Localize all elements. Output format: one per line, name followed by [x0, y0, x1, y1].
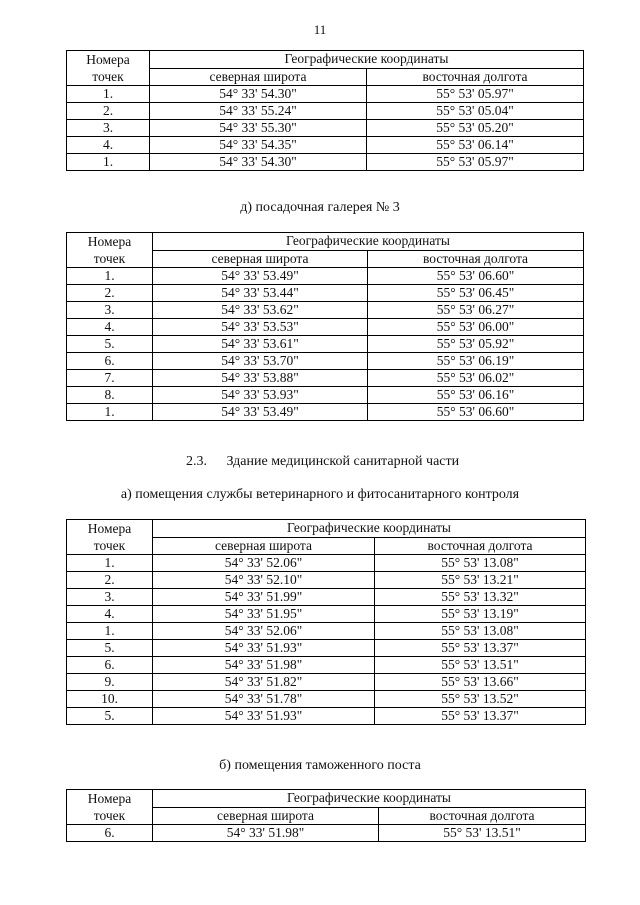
point-number: 2.	[67, 572, 153, 589]
longitude-value: 55° 53' 13.51"	[379, 825, 586, 842]
table-row	[67, 302, 584, 319]
header-points	[67, 233, 153, 268]
latitude-value: 54° 33' 51.93"	[153, 708, 375, 725]
table-row	[67, 825, 586, 842]
table-row	[67, 387, 584, 404]
point-number: 4.	[67, 137, 150, 154]
longitude-value: 55° 53' 06.14"	[367, 137, 584, 154]
table-row	[67, 285, 584, 302]
header-coordinates: Географические координаты	[150, 51, 584, 69]
longitude-value: 55° 53' 13.32"	[375, 589, 586, 606]
table-row	[67, 120, 584, 137]
latitude-value: 54° 33' 51.98"	[153, 825, 379, 842]
point-number: 1.	[67, 555, 153, 572]
point-number: 6.	[67, 825, 153, 842]
point-number: 5.	[67, 336, 153, 353]
coordinates-table-2	[66, 232, 584, 421]
table-row	[67, 86, 584, 103]
header-points	[67, 790, 153, 825]
longitude-value: 55° 53' 06.02"	[368, 370, 584, 387]
point-number: 8.	[67, 387, 153, 404]
header-latitude: северная широта	[153, 807, 379, 825]
point-number: 3.	[67, 589, 153, 606]
point-number: 9.	[67, 674, 153, 691]
header-longitude: восточная долгота	[375, 537, 586, 555]
table-row	[67, 623, 586, 640]
table-row	[67, 589, 586, 606]
table-row	[67, 370, 584, 387]
point-number: 3.	[67, 120, 150, 137]
header-coordinates: Географические координаты	[153, 233, 584, 251]
header-points-line1: Номера	[86, 52, 130, 67]
header-points	[67, 520, 153, 555]
table-row	[67, 154, 584, 171]
table-row	[67, 572, 586, 589]
longitude-value: 55° 53' 05.97"	[367, 86, 584, 103]
coordinates-table-4	[66, 789, 586, 842]
caption-customs: б) помещения таможенного поста	[219, 758, 421, 773]
latitude-value: 54° 33' 51.78"	[153, 691, 375, 708]
latitude-value: 54° 33' 54.30"	[150, 86, 367, 103]
point-number: 1.	[67, 268, 153, 285]
latitude-value: 54° 33' 53.61"	[153, 336, 368, 353]
table-row	[67, 353, 584, 370]
header-points-line1: Номера	[87, 234, 132, 249]
point-number: 5.	[67, 708, 153, 725]
table-row	[67, 336, 584, 353]
longitude-value: 55° 53' 06.27"	[368, 302, 584, 319]
longitude-value: 55° 53' 05.92"	[368, 336, 584, 353]
table-row	[67, 674, 586, 691]
header-points-line2: точек	[93, 251, 126, 266]
caption-veterinary: а) помещения службы ветеринарного и фитосанитарного контроля	[120, 487, 520, 502]
header-longitude: восточная долгота	[379, 807, 586, 825]
longitude-value: 55° 53' 13.08"	[375, 555, 586, 572]
table-row	[67, 555, 586, 572]
header-latitude: северная широта	[153, 537, 375, 555]
point-number: 2.	[67, 285, 153, 302]
point-number: 1.	[67, 86, 150, 103]
longitude-value: 55° 53' 13.51"	[375, 657, 586, 674]
latitude-value: 54° 33' 53.70"	[153, 353, 368, 370]
table-row	[67, 606, 586, 623]
point-number: 10.	[67, 691, 153, 708]
header-latitude: северная широта	[153, 250, 368, 268]
longitude-value: 55° 53' 13.19"	[375, 606, 586, 623]
latitude-value: 54° 33' 53.62"	[153, 302, 368, 319]
latitude-value: 54° 33' 54.35"	[150, 137, 367, 154]
latitude-value: 54° 33' 52.10"	[153, 572, 375, 589]
latitude-value: 54° 33' 51.95"	[153, 606, 375, 623]
longitude-value: 55° 53' 05.20"	[367, 120, 584, 137]
latitude-value: 54° 33' 53.49"	[153, 404, 368, 421]
point-number: 4.	[67, 606, 153, 623]
header-latitude: северная широта	[150, 68, 367, 86]
header-points-line1: Номера	[87, 791, 132, 806]
coordinates-table-1	[66, 50, 584, 171]
latitude-value: 54° 33' 51.82"	[153, 674, 375, 691]
point-number: 1.	[67, 623, 153, 640]
point-number: 2.	[67, 103, 150, 120]
table-row	[67, 319, 584, 336]
point-number: 5.	[67, 640, 153, 657]
point-number: 1.	[67, 404, 153, 421]
section-title: Здание медицинской санитарной части	[226, 454, 460, 469]
section-number: 2.3.	[186, 454, 207, 469]
longitude-value: 55° 53' 06.45"	[368, 285, 584, 302]
longitude-value: 55° 53' 13.52"	[375, 691, 586, 708]
header-points-line2: точек	[93, 538, 126, 553]
point-number: 6.	[67, 657, 153, 674]
table-row	[67, 404, 584, 421]
table-row	[67, 268, 584, 285]
longitude-value: 55° 53' 05.04"	[367, 103, 584, 120]
point-number: 4.	[67, 319, 153, 336]
header-points-line1: Номера	[87, 521, 132, 536]
table-row	[67, 137, 584, 154]
latitude-value: 54° 33' 53.88"	[153, 370, 368, 387]
latitude-value: 54° 33' 55.24"	[150, 103, 367, 120]
point-number: 1.	[67, 154, 150, 171]
latitude-value: 54° 33' 53.44"	[153, 285, 368, 302]
header-points	[67, 51, 150, 86]
page-number: 11	[313, 22, 327, 37]
latitude-value: 54° 33' 52.06"	[153, 555, 375, 572]
point-number: 6.	[67, 353, 153, 370]
header-longitude: восточная долгота	[367, 68, 584, 86]
longitude-value: 55° 53' 13.08"	[375, 623, 586, 640]
longitude-value: 55° 53' 06.60"	[368, 268, 584, 285]
point-number: 7.	[67, 370, 153, 387]
table-row	[67, 708, 586, 725]
longitude-value: 55° 53' 13.66"	[375, 674, 586, 691]
latitude-value: 54° 33' 51.93"	[153, 640, 375, 657]
table-row	[67, 691, 586, 708]
latitude-value: 54° 33' 53.49"	[153, 268, 368, 285]
longitude-value: 55° 53' 06.60"	[368, 404, 584, 421]
header-longitude: восточная долгота	[368, 250, 584, 268]
latitude-value: 54° 33' 54.30"	[150, 154, 367, 171]
table-row	[67, 640, 586, 657]
latitude-value: 54° 33' 52.06"	[153, 623, 375, 640]
latitude-value: 54° 33' 51.98"	[153, 657, 375, 674]
longitude-value: 55° 53' 13.21"	[375, 572, 586, 589]
longitude-value: 55° 53' 05.97"	[367, 154, 584, 171]
header-coordinates: Географические координаты	[153, 790, 586, 808]
point-number: 3.	[67, 302, 153, 319]
table-row	[67, 657, 586, 674]
caption-gallery-3: д) посадочная галерея № 3	[240, 200, 400, 215]
coordinates-table-3	[66, 519, 586, 725]
longitude-value: 55° 53' 06.00"	[368, 319, 584, 336]
latitude-value: 54° 33' 53.93"	[153, 387, 368, 404]
header-points-line2: точек	[92, 69, 124, 84]
latitude-value: 54° 33' 51.99"	[153, 589, 375, 606]
section-heading	[186, 454, 459, 470]
longitude-value: 55° 53' 13.37"	[375, 640, 586, 657]
longitude-value: 55° 53' 06.19"	[368, 353, 584, 370]
latitude-value: 54° 33' 53.53"	[153, 319, 368, 336]
longitude-value: 55° 53' 06.16"	[368, 387, 584, 404]
header-coordinates: Географические координаты	[153, 520, 586, 538]
table-row	[67, 103, 584, 120]
latitude-value: 54° 33' 55.30"	[150, 120, 367, 137]
header-points-line2: точек	[93, 808, 126, 823]
longitude-value: 55° 53' 13.37"	[375, 708, 586, 725]
